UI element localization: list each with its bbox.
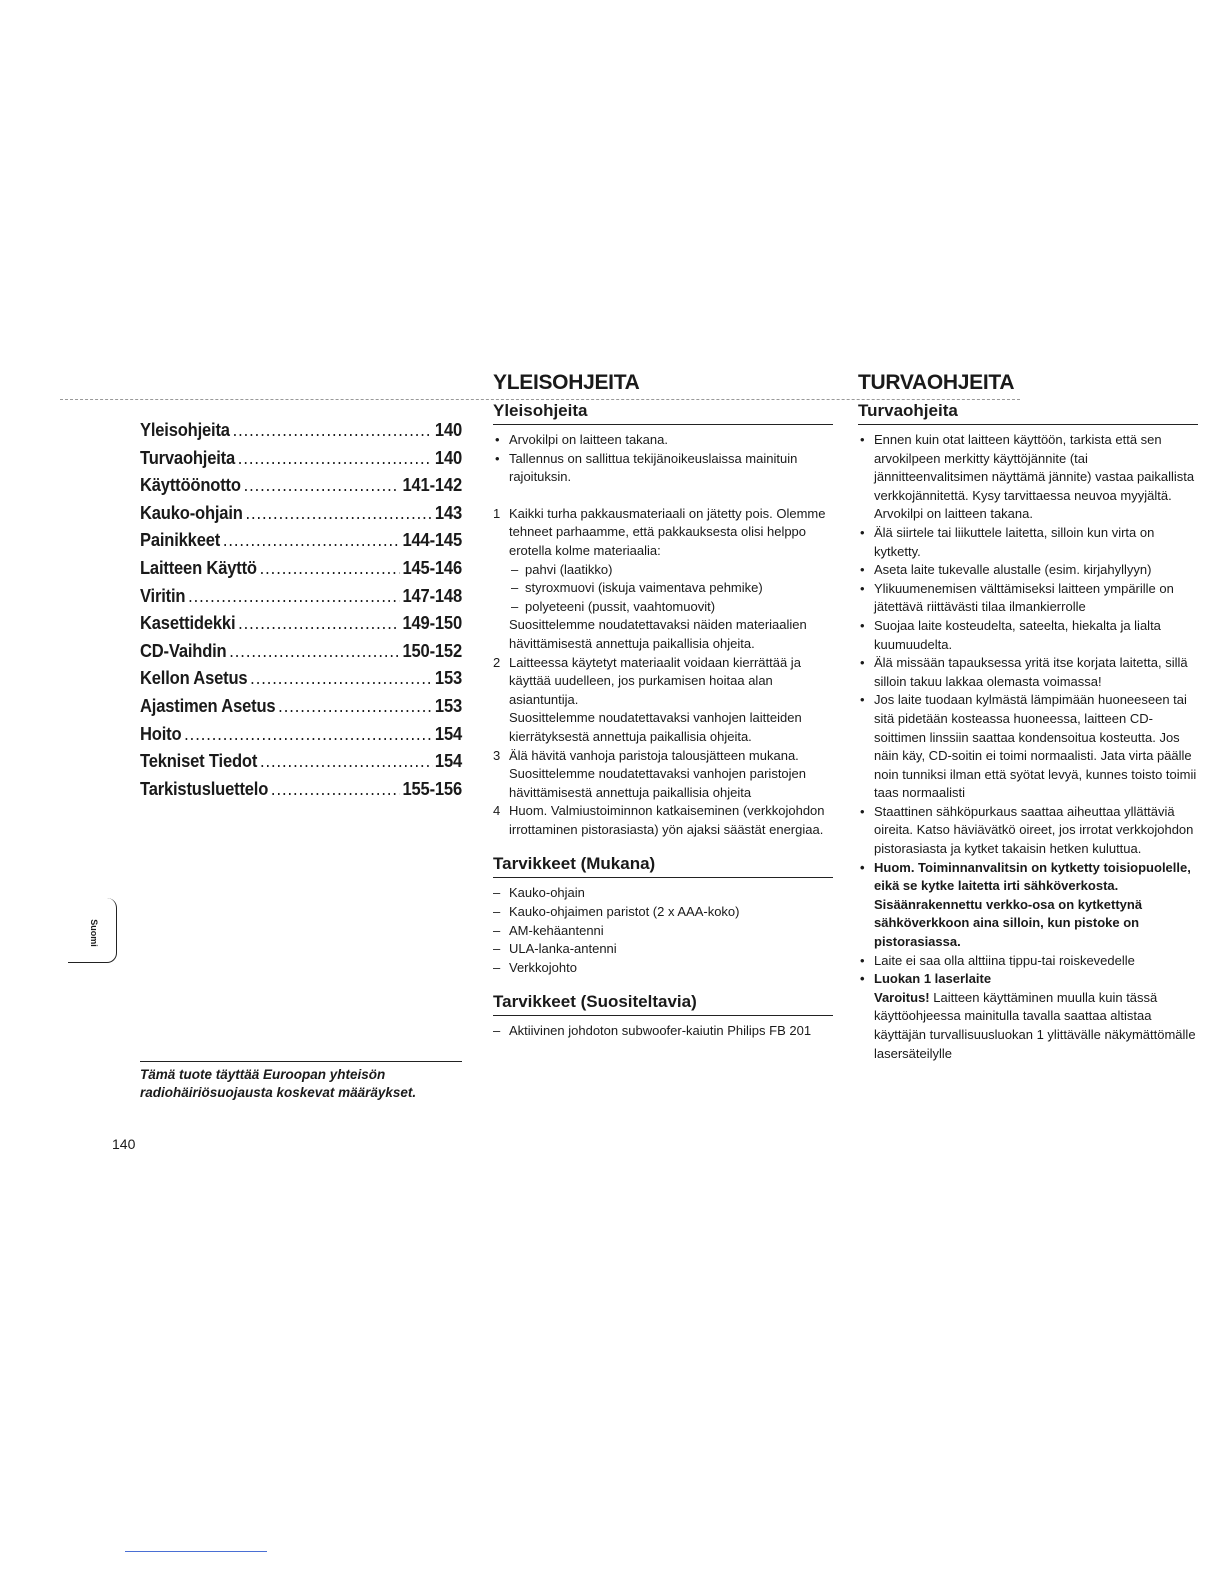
divider bbox=[858, 424, 1198, 425]
toc-label: Hoito bbox=[140, 723, 182, 744]
list-item: – Kauko-ohjain bbox=[493, 884, 833, 903]
toc-label: Kasettidekki bbox=[140, 613, 236, 634]
toc-page: 154 bbox=[434, 723, 462, 744]
toc-label: Kellon Asetus bbox=[140, 668, 248, 689]
toc-page: 144-145 bbox=[402, 530, 462, 551]
toc-label: Kauko-ohjain bbox=[140, 502, 243, 523]
toc-entry[interactable] bbox=[140, 475, 462, 503]
toc-page: 140 bbox=[434, 420, 462, 440]
toc-leader bbox=[188, 586, 400, 607]
list-item: • Staattinen sähköpurkaus saattaa aiheuttaa yllättäviä oireita. Katso häviävätkö oireet, jos irrotat verkkojohdon pistorasiasta ja kytket takaisin hetken kuluttua. bbox=[858, 803, 1198, 859]
toc-leader bbox=[278, 696, 432, 717]
toc-label: Tarkistusluettelo bbox=[140, 778, 269, 799]
list-item: • Ennen kuin otat laitteen käyttöön, tarkista että sen arvokilpeen merkitty käyttöjännite (tai jännitteenvalitsimen näyttämä jännite) vastaa paikallista verkkojännitettä. Kysy tarvittaessa neuvoa myyjältä. Arvokilpi on laitteen takana. bbox=[858, 431, 1198, 524]
list-item: – Verkkojohto bbox=[493, 959, 833, 978]
toc-entry[interactable] bbox=[140, 586, 462, 614]
item-number: 3 bbox=[493, 747, 501, 763]
toc-label: Viritin bbox=[140, 585, 186, 606]
toc-label: CD-Vaihdin bbox=[140, 640, 227, 661]
list-item: – Kauko-ohjaimen paristot (2 x AAA-koko) bbox=[493, 903, 833, 922]
divider bbox=[493, 1015, 833, 1016]
warning-label: Varoitus! bbox=[874, 989, 930, 1005]
toc-page: 149-150 bbox=[402, 613, 462, 634]
section-heading: TURVAOHJEITA bbox=[858, 371, 1015, 394]
accessories-recommended-heading: Tarvikkeet (Suositeltavia) bbox=[493, 992, 697, 1012]
toc-entry[interactable] bbox=[140, 613, 462, 641]
item-text: Laitteessa käytetyt materiaalit voidaan kierrättää ja käyttää uudelleen, jos purkamisen hoitaa alan asiantuntija. bbox=[509, 654, 801, 707]
divider bbox=[493, 877, 833, 878]
toc-leader bbox=[233, 420, 433, 441]
item-number: 1 bbox=[493, 505, 501, 521]
list-item: • Laite ei saa olla alttiina tippu-tai roiskevedelle bbox=[858, 952, 1198, 971]
table-of-contents bbox=[140, 420, 462, 806]
list-item: • Arvokilpi on laitteen takana. bbox=[493, 431, 833, 450]
list-item: • Ylikuumenemisen välttämiseksi laitteen ympärille on jätettävä riittävästi tilaa ilmankierrolle bbox=[858, 580, 1198, 617]
list-item: • Aseta laite tukevalle alustalle (esim. kirjahyllyyn) bbox=[858, 561, 1198, 580]
accessories-included-heading: Tarvikkeet (Mukana) bbox=[493, 854, 656, 874]
general-instructions-column bbox=[493, 368, 833, 1041]
item-note: Suosittelemme noudatettavaksi näiden materiaalien hävittämisestä annettuja paikallisia ohjeita. bbox=[509, 617, 807, 651]
item-note: Suosittelemme noudatettavaksi vanhojen paristojen hävittämisestä annettuja paikallisia ohjeita bbox=[509, 766, 807, 800]
toc-entry[interactable] bbox=[140, 558, 462, 586]
list-item-important: • Huom. Toiminnanvalitsin on kytketty toisiopuolelle, eikä se kytke laitetta irti sähköverkosta. Sisäänrakennettu verkko-osa on kytkettynä sähköverkkoon aina silloin, kun pistoke on pistorasiassa. bbox=[858, 859, 1198, 952]
toc-leader bbox=[223, 530, 400, 551]
toc-entry[interactable] bbox=[140, 724, 462, 752]
sub-item: – styroxmuovi (iskuja vaimentava pehmike) bbox=[509, 579, 833, 598]
toc-leader bbox=[245, 503, 432, 524]
section-subheading: Yleisohjeita bbox=[493, 401, 588, 420]
item-text: Kaikki turha pakkausmateriaali on jätetty pois. Olemme tehneet parhaamme, että pakkauksesta olisi helppo erotella kolme materiaalia: bbox=[509, 505, 826, 558]
toc-entry[interactable] bbox=[140, 751, 462, 779]
toc-page: 140 bbox=[434, 447, 462, 468]
toc-leader bbox=[238, 448, 432, 469]
divider bbox=[493, 424, 833, 425]
toc-entry[interactable] bbox=[140, 448, 462, 476]
section-subheading: Turvaohjeita bbox=[858, 401, 958, 420]
toc-page: 153 bbox=[434, 668, 462, 689]
list-item: – Aktiivinen johdoton subwoofer-kaiutin Philips FB 201 bbox=[493, 1022, 833, 1041]
toc-leader bbox=[244, 475, 400, 496]
toc-label: Yleisohjeita bbox=[140, 420, 230, 440]
toc-page: 150-152 bbox=[402, 640, 462, 661]
item-number: 2 bbox=[493, 654, 501, 670]
language-tab-label: Suomi bbox=[88, 919, 99, 947]
toc-label: Ajastimen Asetus bbox=[140, 695, 276, 716]
toc-label: Laitteen Käyttö bbox=[140, 557, 257, 578]
eu-compliance-note: Tämä tuote täyttää Euroopan yhteisön radiohäiriösuojausta koskevat määräykset. bbox=[140, 1067, 417, 1100]
page-number: 140 bbox=[112, 1136, 136, 1152]
list-item: • Jos laite tuodaan kylmästä lämpimään huoneeseen tai sitä pidetään kosteassa huoneessa, laitteen CD-soittimen linssiin saattaa kondensoitua kosteutta. Jos näin käy, CD-soitin ei toimi normaalisti. Jata virta päälle noin tunniksi ilman että syötat levyä, kunnes toisto toimii taas normaalisti bbox=[858, 691, 1198, 803]
list-item: • Älä siirtele tai liikuttele laitetta, silloin kun virta on kytketty. bbox=[858, 524, 1198, 561]
list-item: • Tallennus on sallittua tekijänoikeuslaissa mainituin rajoituksin. bbox=[493, 450, 833, 487]
section-heading: YLEISOHJEITA bbox=[493, 371, 640, 394]
list-item: – AM-kehäantenni bbox=[493, 922, 833, 941]
accessories-included-list bbox=[493, 884, 833, 977]
item-text: Huom. Valmiustoiminnon katkaiseminen (verkkojohdon irrottaminen pistorasiasta) yön ajaksi säästät energiaa. bbox=[509, 803, 825, 837]
toc-entry[interactable] bbox=[140, 779, 462, 807]
toc-leader bbox=[229, 641, 399, 662]
toc-label: Painikkeet bbox=[140, 530, 221, 551]
list-item: • Älä missään tapauksessa yritä itse korjata laitetta, sillä silloin takuu lakkaa olemasta voimassa! bbox=[858, 654, 1198, 691]
toc-page: 154 bbox=[434, 751, 462, 772]
safety-instructions-column bbox=[858, 368, 1198, 1063]
toc-page: 147-148 bbox=[402, 585, 462, 606]
sub-item: – pahvi (laatikko) bbox=[509, 561, 833, 580]
toc-entry[interactable] bbox=[140, 420, 462, 448]
toc-page: 143 bbox=[434, 502, 462, 523]
toc-page: 141-142 bbox=[402, 475, 462, 496]
item-number: 4 bbox=[493, 803, 501, 819]
toc-entry[interactable] bbox=[140, 668, 462, 696]
list-item bbox=[493, 505, 833, 654]
toc-entry[interactable] bbox=[140, 641, 462, 669]
list-item bbox=[493, 802, 833, 839]
warning-text: Laitteen käyttäminen muulla kuin tässä käyttöohjeessa mainitulla tavalla saattaa altistaa käyttäjän turvallisuusluokan 1 ylittävälle näkymättömälle lasersäteilylle bbox=[874, 989, 1196, 1061]
toc-page: 153 bbox=[434, 695, 462, 716]
toc-leader bbox=[260, 558, 400, 579]
laser-class-title: • Luokan 1 laserlaite bbox=[858, 970, 1198, 989]
toc-leader bbox=[184, 724, 432, 745]
toc-entry[interactable] bbox=[140, 503, 462, 531]
toc-leader bbox=[250, 668, 432, 689]
toc-label: Käyttöönotto bbox=[140, 475, 241, 496]
toc-leader bbox=[238, 613, 400, 634]
accessories-recommended-list bbox=[493, 1022, 833, 1041]
toc-page: 145-146 bbox=[402, 557, 462, 578]
toc-page: 155-156 bbox=[402, 778, 462, 799]
toc-label: Turvaohjeita bbox=[140, 447, 236, 468]
item-text: Älä hävitä vanhoja paristoja talousjätteen mukana. bbox=[509, 747, 799, 763]
bullet-list bbox=[493, 431, 833, 487]
sub-list bbox=[509, 561, 833, 617]
laser-warning bbox=[858, 989, 1198, 1063]
list-item bbox=[493, 747, 833, 803]
list-item: • Suojaa laite kosteudelta, sateelta, hiekalta ja lialta kuumuudelta. bbox=[858, 617, 1198, 654]
toc-entry[interactable] bbox=[140, 530, 462, 558]
bottom-rule bbox=[125, 1551, 267, 1552]
divider bbox=[140, 1061, 462, 1062]
list-item: – ULA-lanka-antenni bbox=[493, 940, 833, 959]
toc-leader bbox=[260, 751, 432, 772]
sub-item: – polyeteeni (pussit, vaahtomuovit) bbox=[509, 598, 833, 617]
toc-label: Tekniset Tiedot bbox=[140, 751, 258, 772]
bullet-list bbox=[858, 431, 1198, 989]
toc-entry[interactable] bbox=[140, 696, 462, 724]
toc-leader bbox=[271, 779, 400, 800]
list-item bbox=[493, 654, 833, 747]
item-note: Suosittelemme noudatettavaksi vanhojen laitteiden kierrätyksestä annettuja paikallisia ohjeita. bbox=[509, 710, 802, 744]
numbered-list bbox=[493, 505, 833, 840]
